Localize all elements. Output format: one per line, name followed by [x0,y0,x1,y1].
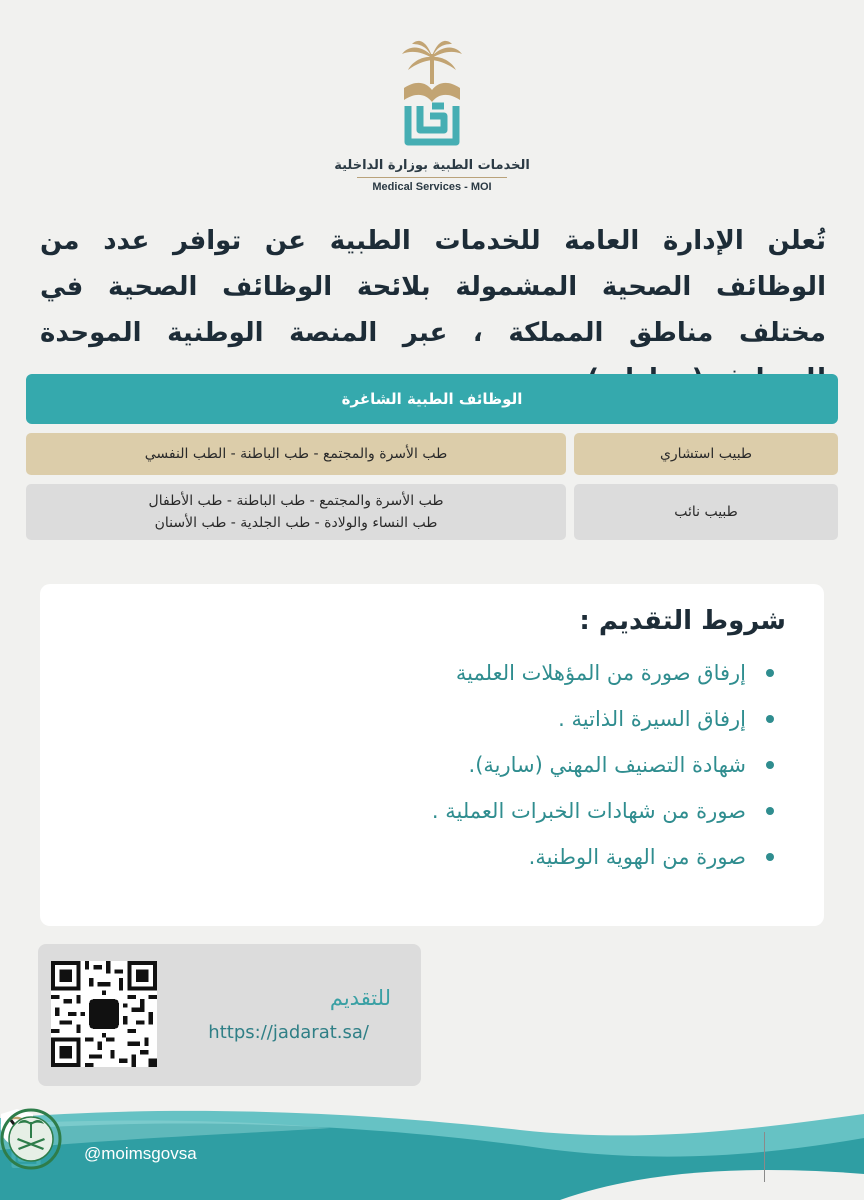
list-item [136,742,776,788]
org-name-arabic: الخدمات الطبية بوزارة الداخلية [334,158,530,173]
divider [764,1132,765,1182]
vacancies-title: الوظائف الطبية الشاغرة [26,374,838,424]
specialty-line: طب الأسرة والمجتمع - طب الباطنة - طب الأطفال [148,493,444,509]
requirements-list [136,650,776,880]
org-name-english: Medical Services - MOI [372,181,492,193]
requirement-text: صورة من الهوية الوطنية. [528,845,746,869]
qr-code-icon[interactable] [51,961,157,1067]
requirements-title: شروط التقديم : [579,606,786,636]
list-item [136,834,776,880]
requirements-card [40,584,824,926]
position-deputy: طبيب نائب [574,484,838,540]
ministry-emblem-icon [0,1108,62,1170]
bullet-icon [766,807,774,815]
bullet-icon [766,761,774,769]
bullet-icon [766,715,774,723]
social-handle[interactable]: @moimsgovsa [84,1144,197,1163]
divider [357,177,507,178]
apply-label: للتقديم [329,986,391,1010]
requirement-text: شهادة التصنيف المهني (سارية). [468,753,746,777]
header-logo [332,40,532,193]
apply-link[interactable]: https://jadarat.sa/ [208,1022,369,1043]
position-consultant: طبيب استشاري [574,433,838,475]
specialty-line: طب الأسرة والمجتمع - طب الباطنة - الطب النفسي [144,446,448,462]
list-item [136,696,776,742]
specialty-line: طب النساء والولادة - طب الجلدية - طب الأسنان [154,515,438,531]
requirement-text: إرفاق السيرة الذاتية . [558,707,746,731]
list-item [136,788,776,834]
apply-card [38,944,421,1086]
specialties-consultant [26,433,566,475]
medical-services-logo-icon [382,40,482,152]
announcement-text: تُعلن الإدارة العامة للخدمات الطبية عن توافر عدد من الوظائف الصحية المشمولة بلائحة الوظائف الصحية في مختلف مناطق المملكة ، عبر المنصة الوطنية الموحدة [40,226,826,348]
bullet-icon [766,853,774,861]
footer [0,1108,864,1200]
requirement-text: إرفاق صورة من المؤهلات العلمية [455,661,746,685]
specialties-deputy [26,484,566,540]
list-item [136,650,776,696]
requirement-text: صورة من شهادات الخبرات العملية . [431,799,746,823]
bullet-icon [766,669,774,677]
